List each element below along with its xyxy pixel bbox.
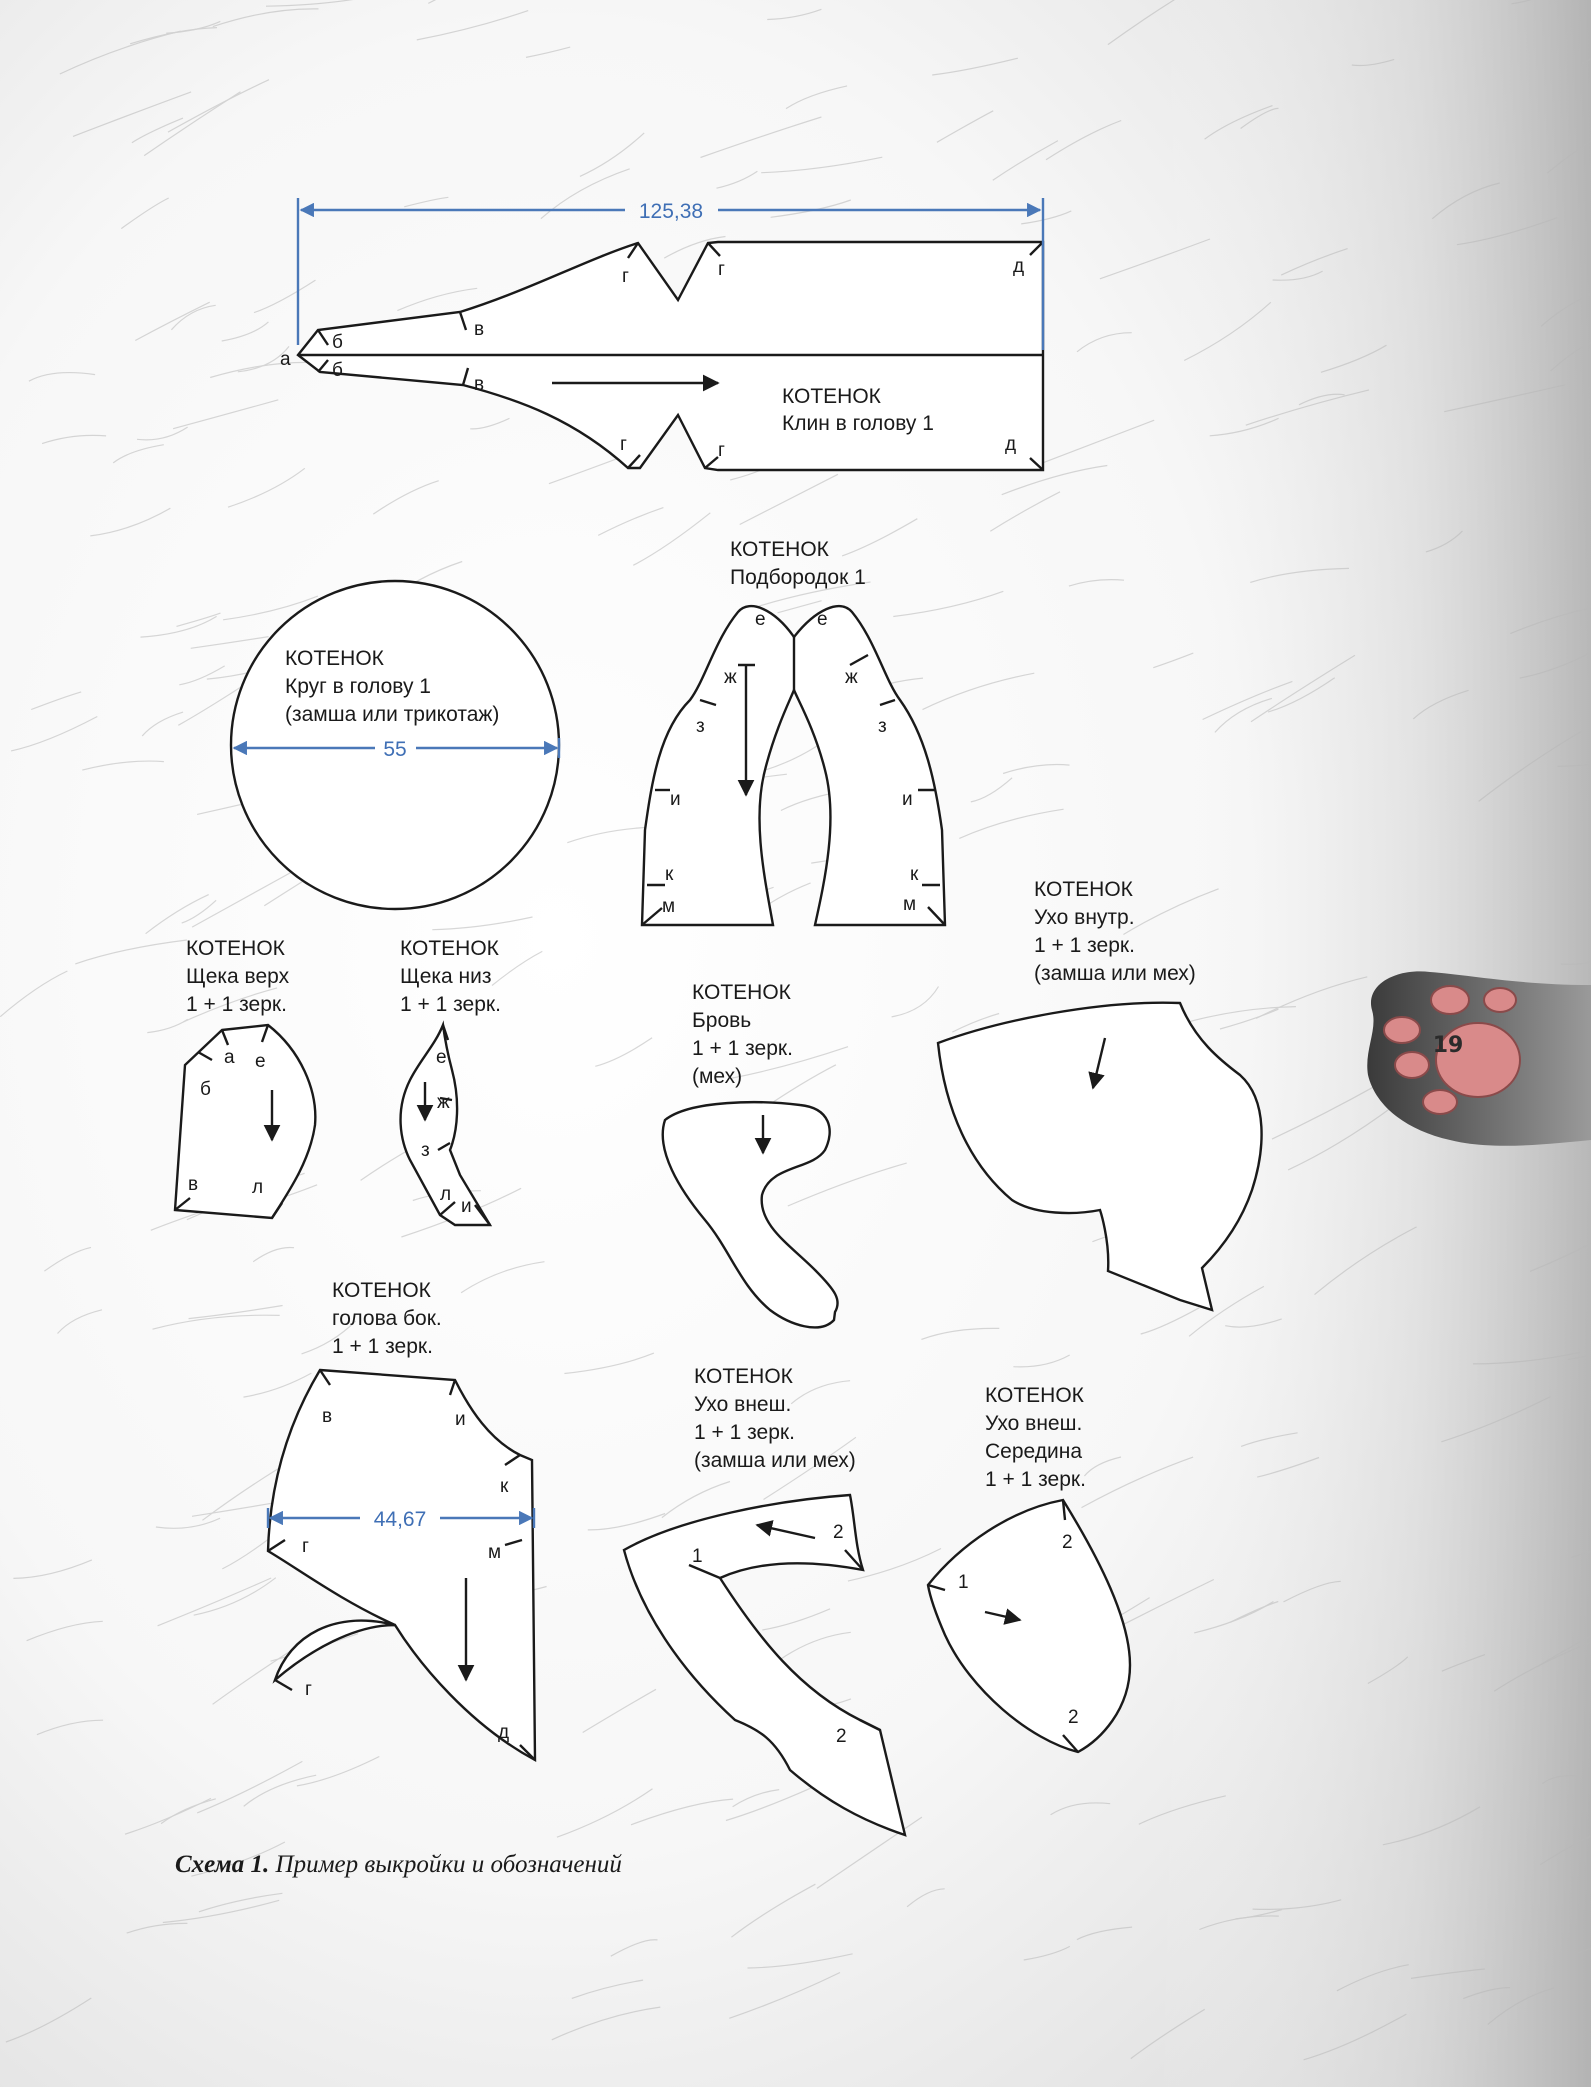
piece-uho-vnutr (938, 878, 1262, 1310)
mark-2: 2 (836, 1726, 847, 1747)
piece-title: КОТЕНОК (782, 385, 881, 408)
piece-title: КОТЕНОК (985, 1384, 1084, 1407)
mark-e: е (755, 609, 766, 630)
mark-g: г (718, 259, 725, 280)
mark-b: б (200, 1079, 211, 1100)
piece-uho-seredina (928, 1384, 1130, 1752)
mark-i: и (902, 789, 913, 810)
mark-z: з (878, 716, 887, 737)
mark-v: в (474, 374, 485, 395)
piece-brov (663, 981, 838, 1327)
piece-note-2: (мех) (692, 1065, 743, 1088)
piece-title: КОТЕНОК (1034, 878, 1133, 901)
piece-krug (231, 581, 559, 909)
piece-title: КОТЕНОК (285, 647, 384, 670)
piece-shcheka-niz (400, 937, 501, 1225)
mark-zh: ж (437, 1092, 450, 1113)
mark-2: 2 (1062, 1532, 1073, 1553)
mark-2: 2 (1068, 1707, 1079, 1728)
piece-title: КОТЕНОК (400, 937, 499, 960)
piece-subtitle: Щека низ (400, 965, 492, 988)
piece-uho-vnesh (624, 1365, 905, 1835)
mark-a: а (224, 1047, 235, 1068)
piece-note-2: 1 + 1 зерк. (985, 1468, 1086, 1491)
mark-e: е (255, 1051, 266, 1072)
mark-zh: ж (724, 667, 737, 688)
piece-note: Середина (985, 1440, 1083, 1463)
mark-2: 2 (833, 1522, 844, 1543)
piece-note: 1 + 1 зерк. (186, 993, 287, 1016)
piece-note: 1 + 1 зерк. (694, 1421, 795, 1444)
piece-title: КОТЕНОК (694, 1365, 793, 1388)
mark-i: и (670, 789, 681, 810)
piece-note-2: (замша или мех) (1034, 962, 1196, 985)
piece-title: КОТЕНОК (730, 538, 829, 561)
mark-i: и (461, 1196, 472, 1217)
mark-d: д (1013, 256, 1025, 277)
piece-subtitle: Щека верх (186, 965, 290, 988)
piece-title: КОТЕНОК (692, 981, 791, 1004)
mark-z: з (696, 716, 705, 737)
piece-note: 1 + 1 зерк. (1034, 934, 1135, 957)
mark-m: м (903, 894, 917, 915)
mark-z: з (421, 1140, 430, 1161)
piece-note-2: (замша или мех) (694, 1449, 856, 1472)
mark-g: г (620, 434, 627, 455)
piece-note: (замша или трикотаж) (285, 703, 500, 726)
piece-podborodok (642, 538, 945, 925)
mark-l: л (252, 1177, 264, 1198)
mark-g: г (305, 1679, 312, 1700)
figure-caption (175, 1851, 622, 1878)
caption-bold: Схема 1. (175, 1851, 270, 1878)
mark-g: г (718, 440, 725, 461)
mark-1: 1 (958, 1572, 969, 1593)
caption-text: Пример выкройки и обозначений (269, 1851, 622, 1878)
mark-1: 1 (692, 1546, 703, 1567)
mark-v: в (188, 1174, 199, 1195)
piece-title: КОТЕНОК (186, 937, 285, 960)
dimension-label: 125,38 (638, 200, 704, 223)
mark-d: д (1005, 434, 1017, 455)
piece-subtitle: Круг в голову 1 (285, 675, 431, 698)
mark-a: а (280, 349, 291, 370)
mark-i: и (455, 1409, 466, 1430)
mark-e: е (436, 1047, 447, 1068)
mark-e: е (817, 609, 828, 630)
dimension-label: 55 (383, 738, 407, 761)
mark-m: м (488, 1542, 502, 1563)
mark-v: в (322, 1406, 333, 1427)
mark-zh: ж (845, 667, 858, 688)
piece-subtitle: Подбородок 1 (730, 566, 866, 589)
piece-subtitle: Ухо внеш. (694, 1393, 792, 1416)
mark-b: б (332, 360, 343, 381)
piece-note: 1 + 1 зерк. (692, 1037, 793, 1060)
piece-subtitle: Ухо внеш. (985, 1412, 1083, 1435)
piece-subtitle: Клин в голову 1 (782, 412, 934, 435)
dimension-label: 44,67 (373, 1508, 427, 1531)
mark-m: м (662, 896, 676, 917)
page-number: 19 (1432, 1033, 1464, 1058)
mark-g: г (302, 1536, 309, 1557)
piece-subtitle: Бровь (692, 1009, 752, 1032)
piece-subtitle: Ухо внутр. (1034, 906, 1135, 929)
piece-title: КОТЕНОК (332, 1279, 431, 1302)
piece-subtitle: голова бок. (332, 1307, 442, 1330)
mark-d: д (498, 1722, 510, 1743)
mark-v: в (474, 319, 485, 340)
mark-g: г (622, 266, 629, 287)
piece-note: 1 + 1 зерк. (332, 1335, 433, 1358)
mark-b: б (332, 332, 343, 353)
mark-k: к (910, 864, 919, 885)
piece-klin (280, 198, 1043, 470)
mark-k: к (665, 864, 674, 885)
piece-golova-bok (268, 1279, 535, 1760)
piece-shcheka-verh (175, 937, 315, 1218)
piece-note: 1 + 1 зерк. (400, 993, 501, 1016)
mark-l: л (440, 1184, 452, 1205)
mark-k: к (500, 1476, 509, 1497)
